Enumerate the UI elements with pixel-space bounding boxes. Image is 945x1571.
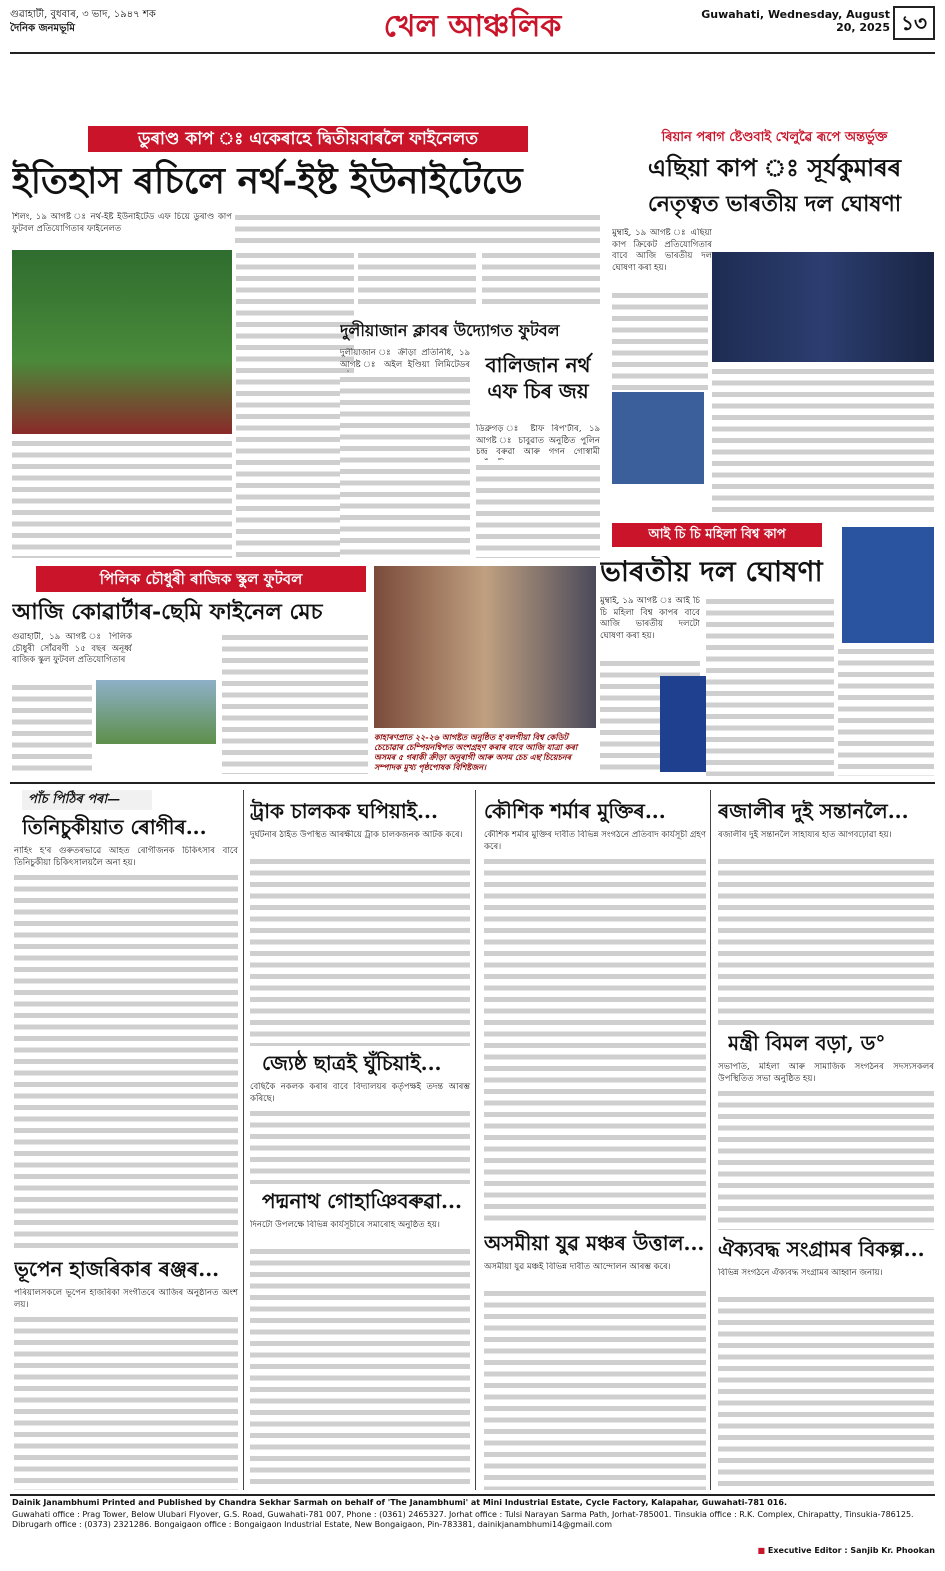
continued-body-senior-student [250,1108,470,1184]
continued-lead-yuva-mancha: অসমীয়া যুৱ মঞ্চই বিভিন্ন দাবীত আন্দোলন আৰম্ভ কৰে। [484,1262,671,1272]
section-logo-text: খেল আঞ্চলিক [383,9,562,44]
pilik-kicker: পিলিক চৌধুৰী ৰাজিক স্কুল ফুটবল [36,566,366,592]
editor-credit: Executive Editor : Sanjib Kr. Phookan [767,1546,935,1555]
durand-body-col1 [12,438,232,558]
womens-player-photo [842,527,934,643]
continued-body-padmanath [250,1246,470,1490]
balijan-headline: বালিজান নৰ্থ এফ চিৰ জয় [485,353,591,403]
continued-headline-truck: ট্ৰাক চালকক ঘপিয়াই... [250,799,438,823]
continued-headline-bimal-bora: মন্ত্ৰী বিমল বড়া, ড° [728,1031,886,1055]
continued-headline-united-struggle: ঐক্যবদ্ধ সংগ্ৰামৰ বিকল্প... [718,1237,925,1261]
asia-cup-press-photo [712,252,934,362]
continued-body-tinsukia [14,872,238,1252]
continued-body-yuva-mancha [484,1288,706,1490]
chess-team-photo [374,566,596,728]
asia-cup-headline-1: এছিয়া কাপ ঃ সূৰ্যকুমাৰৰ [647,153,902,182]
asia-cup-body-col1 [612,290,708,390]
durand-body-col3 [358,250,476,310]
asia-cup-lead: মুম্বাই, ১৯ আগষ্ট ঃ এছিয়া কাপ ক্ৰিকেট প্ৰতিযোগিতাৰ বাবে আজি ভাৰতীয় দল ঘোষণা কৰা হয়। [612,228,712,273]
footer-offices: Guwahati office : Prag Tower, Below Ulubari Flyover, G.S. Road, Guwahati-781 007, Phone : (0361) 2465327. Jorhat office : Tulsi Narayan Sarma Path, Jorhat-785001. Tinsukia office : R.K. Complex, Chirapatty, Tinsukia-786125. Dibrugarh office : (0373) 2321286. Bongaigaon office : Bongaigaon Industrial Estate, New Bongaigaon, Pin-783381, dainikjanambhumi14@gmail.com [12,1510,914,1529]
continued-headline-tinsukia: তিনিচুকীয়াত ৰোগীৰ... [22,815,207,839]
continued-lead-senior-student: বেছিকৈ নকলক কৰাৰ বাবে বিদ্যালয়ৰ কৰ্তৃপক্ষই তদন্ত আৰম্ভ কৰিছে। [250,1082,470,1104]
pilik-match-photo [96,680,216,744]
duliajan-headline: দুলীয়াজান ক্লাবৰ উদ্যোগত ফুটবল [340,321,560,340]
continued-body-truck [250,856,470,1046]
continued-body-united-struggle [718,1294,934,1490]
duliajan-body [340,374,470,558]
continued-lead-bimal-bora: সভাপতি, মহিলা আৰু সামাজিক সংগঠনৰ সদস্যসকলৰ উপস্থিতিত সভা অনুষ্ঠিত হয়। [718,1062,934,1084]
column-divider [475,790,476,1490]
lower-section-rule [10,782,935,784]
page-number: ১৩ [893,6,935,40]
chess-photo-caption: কাহাৰণপ্ৰাত ২২-২৬ আগষ্টত অনুষ্ঠিত হ'বলগীয়া বিশ্ব কেডিট চেচোৱাৰ চেম্পিয়নশ্বিপত অংশগ্ৰহণ কৰাৰ বাবে আজি যাত্ৰা কৰা অসমৰ ৫ গৰাকী ক্ৰীড়া অনুৰাগী আৰু অসম চেচ এছ'চিয়েচনৰ সম্পাদক মুখ্য পৃষ্ঠপোষক বিশিষ্টজন। [374,732,578,772]
asia-cup-body-col2 [712,366,934,516]
paper-name: দৈনিক জনমভূমি [10,23,75,34]
womens-wc-body-col2 [706,596,834,776]
footer-imprint: Dainik Janambhumi Printed and Published by Chandra Sekhar Sarmah on behalf of 'The Janambhumi' at Mini Industrial Estate, Cycle Factory, Kalapahar, Guwahati-781 016. [12,1498,787,1507]
asia-cup-headline-2: নেতৃত্বত ভাৰতীয় দল ঘোষণা [647,191,902,217]
durand-body-col2 [236,250,354,558]
durand-kicker: ডুৰাণ্ড কাপ ঃ একেৰাহে দ্বিতীয়বাৰলৈ ফাইনেলত [88,126,528,152]
footer-editor [700,1546,935,1558]
continued-body-koushik [484,856,706,1226]
womens-wc-headline: ভাৰতীয় দল ঘোষণা [600,556,823,588]
continued-body-bhupen [14,1314,238,1490]
continued-section-label: পাঁচ পিঠিৰ পৰা— [22,790,152,810]
continued-lead-tinsukia: নাহিং হ'ৰ গুৰুতৰভাৱে আহত ৰোগীজনক চিকিৎসাৰ বাবে তিনিচুকীয়া চিকিৎসালয়লৈ অনা হয়। [14,846,238,868]
editor-marker-icon: ■ [757,1546,766,1555]
durand-lead: শিলং, ১৯ আগষ্ট ঃ নৰ্থ-ইষ্ট ইউনাইটেড এফ চিয়ে ডুৰাণ্ড কাপ ফুটবল প্ৰতিযোগিতাৰ ফাইনেলত [12,212,232,234]
duliajan-lead: দুলীয়াজান ঃ ক্ৰীড়া প্ৰতিনিধি, ১৯ আগষ্ট ঃ অইল ইণ্ডিয়া লিমিটেডৰ [340,348,470,370]
womens-wc-kicker: আই চি চি মহিলা বিশ্ব কাপ [612,523,822,547]
durand-body [235,212,600,246]
continued-lead-bhupen: পৰিয়ালসকলে ভূপেন হাজৰিকা সংগীতৰে আজিৰ অনুষ্ঠানত অংশ লয়। [14,1288,238,1310]
womens-wc-body-col3 [838,646,934,776]
english-date: Guwahati, Wednesday, August 20, 2025 [701,8,890,34]
continued-headline-koushik: কৌশিক শৰ্মাৰ মুক্তিৰ... [484,799,666,823]
continued-lead-truck: দুৰ্ঘটনাৰ ঠাইত উপস্থিত আৰক্ষীয়ে ট্ৰাক চালকজনক আটক কৰে। [250,830,463,840]
continued-headline-yuva-mancha: অসমীয়া যুৱ মঞ্চৰ উত্তাল... [484,1231,705,1255]
durand-match-photo [12,250,232,434]
section-logo [335,3,610,51]
continued-body-bimal-bora [718,1088,934,1230]
balijan-lead: ডিব্ৰুগড় ঃ ষ্টাফ ৰিপ'ৰ্টাৰ, ১৯ আগষ্ট ঃ চাবুৱাত অনুষ্ঠিত পুলিন চন্দ্ৰ বৰুৱা আৰু গগন গোস্বামী [476,424,600,457]
masthead-rule [10,52,935,54]
continued-headline-senior-student: জ্যেষ্ঠ ছাত্ৰই ঘুঁচিয়াই... [262,1051,442,1075]
continued-lead-rajali: ৰজালীৰ দুই সন্তানলৈ সাহায্যৰ হাত আগবঢ়োৱা হয়। [718,830,892,840]
asia-cup-kicker: ৰিয়ান পৰাগ ষ্টেণ্ডবাই খেলুৱৈ ৰূপে অন্তৰ্ভুক্ত [661,130,888,145]
womens-wc-lead: মুম্বাই, ১৯ আগষ্ট ঃ আই চি চি মহিলা বিশ্ব কাপৰ বাবে আজি ভাৰতীয় দলটো ঘোষণা কৰা হয়। [600,596,700,641]
continued-headline-rajali: ৰজালীৰ দুই সন্তানলৈ... [718,799,909,823]
continued-lead-padmanath: দিনটো উপলক্ষে বিভিন্ন কাৰ্যসূচীৰে সমাৰোহ অনুষ্ঠিত হয়। [250,1220,440,1230]
continued-lead-koushik: কৌশিক শৰ্মাৰ মুক্তিৰ দাবীত বিভিন্ন সংগঠনে প্ৰতিবাদ কাৰ্যসূচী গ্ৰহণ কৰে। [484,830,706,852]
continued-lead-united-struggle: বিভিন্ন সংগঠনে ঐক্যবদ্ধ সংগ্ৰামৰ আহ্বান জনায়। [718,1268,883,1278]
player-portrait-photo [612,392,704,484]
continued-headline-padmanath: পদ্মনাথ গোহাঞিবৰুৱা... [262,1189,462,1213]
local-date: গুৱাহাটী, বুধবাৰ, ৩ ভাদ, ১৯৪৭ শক [10,9,156,20]
masthead-left [10,8,330,48]
continued-headline-bhupen: ভূপেন হাজৰিকাৰ ৰঞ্জৰ... [14,1257,220,1281]
pilik-lead: গুৱাহাটী, ১৯ আগষ্ট ঃ পিলিক চৌধুৰী সোঁৱৰণী ১৫ বছৰ অনূৰ্ধ্ব ৰাজিক স্কুল ফুটবল প্ৰতিযোগিতাৰ [12,632,132,665]
continued-body-rajali [718,856,934,1026]
footer-rule [10,1494,935,1496]
pilik-headline: আজি কোৱাৰ্টাৰ-ছেমি ফাইনেল মেচ [12,599,323,625]
column-divider [243,790,244,1490]
balijan-body [476,462,600,558]
pilik-body-col1 [12,682,92,774]
pilik-body-col2 [222,632,368,774]
durand-body-col4 [482,250,600,310]
column-divider [710,790,711,1490]
durand-headline: ইতিহাস ৰচিলে নৰ্থ-ইষ্ট ইউনাইটেডে [12,160,523,202]
